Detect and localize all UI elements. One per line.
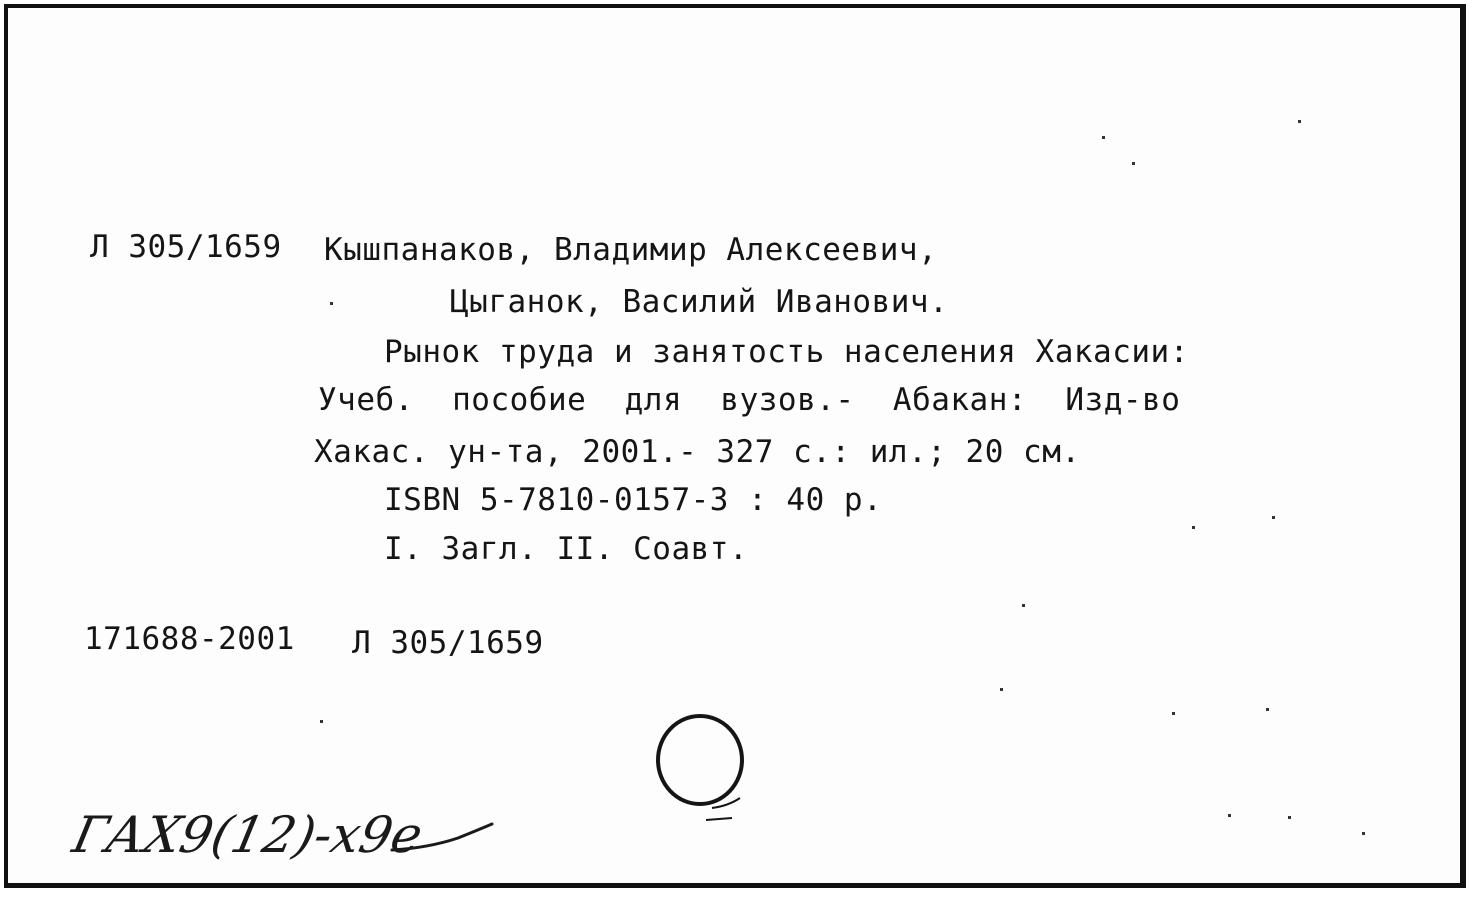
speck <box>1362 832 1365 835</box>
handwritten-note: ГАХ9(12)-х9е <box>67 806 428 864</box>
accession-number: 171688-2001 <box>84 621 295 657</box>
speck <box>1228 814 1231 817</box>
speck <box>1192 526 1195 529</box>
punch-hole-icon <box>644 708 754 828</box>
speck <box>1272 516 1275 519</box>
speck <box>1172 712 1175 715</box>
speck <box>1132 162 1135 165</box>
tracings-line: I. Загл. II. Соавт. <box>384 531 749 567</box>
coauthor: Цыганок, Василий Иванович. <box>450 284 949 320</box>
speck <box>1266 708 1269 711</box>
speck <box>1022 604 1025 607</box>
speck <box>1102 136 1105 139</box>
call-number: Л 305/1659 <box>90 229 282 265</box>
author: Кышпанаков, Владимир Алексеевич, <box>324 232 938 268</box>
speck <box>320 720 323 723</box>
speck <box>1298 120 1301 123</box>
handwritten-underline <box>388 820 498 860</box>
speck <box>1000 688 1003 691</box>
isbn-line: ISBN 5-7810-0157-3 : 40 р. <box>384 482 883 518</box>
call-number-bottom: Л 305/1659 <box>352 625 544 661</box>
title-line-3: Хакас. ун-та, 2001.- 327 с.: ил.; 20 см. <box>314 434 1081 470</box>
title-line-1: Рынок труда и занятость населения Хакасии: <box>384 334 1189 370</box>
catalog-card <box>4 4 1466 888</box>
title-line-2: Учеб. пособие для вузов.- Абакан: Изд-во <box>318 382 1181 418</box>
speck <box>1288 816 1291 819</box>
speck <box>330 302 333 305</box>
